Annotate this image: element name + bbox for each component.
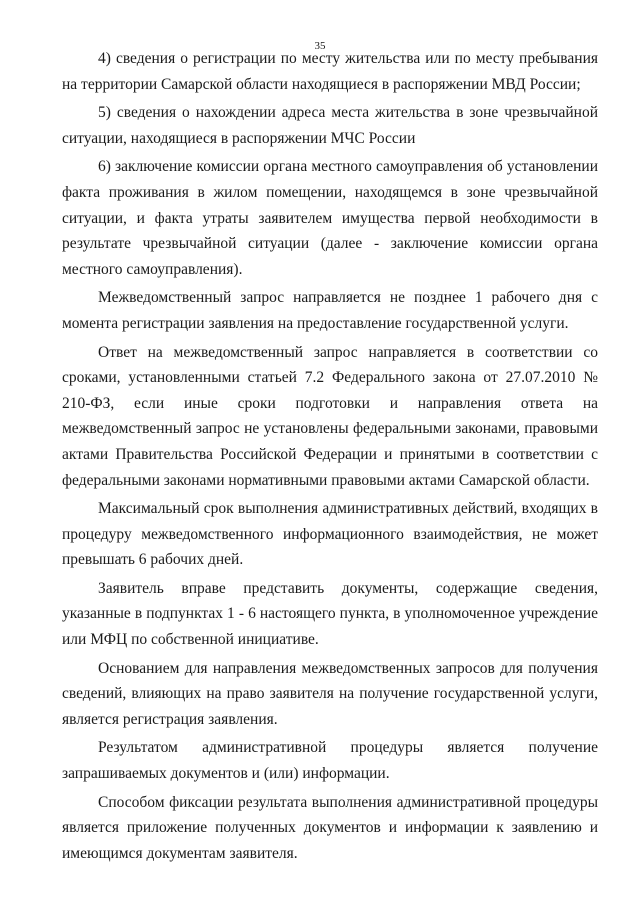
paragraph-item-4-registration: 4) сведения о регистрации по месту жительства или по месту пребывания на территории Самарской области находящиеся в распоряжении МВД России;: [62, 50, 598, 93]
paragraph-fixation-method: Способом фиксации результата выполнения административной процедуры является приложение полученных документов и информации к заявлению и имеющимся документам заявителя.: [62, 793, 598, 862]
document-body: [62, 46, 598, 869]
page-number: 35: [314, 40, 326, 52]
paragraph-max-duration: Максимальный срок выполнения административных действий, входящих в процедуру межведомственного информационного взаимодействия, не может превышать 6 рабочих дней.: [62, 500, 598, 569]
paragraph-item-5-emergency-zone: 5) сведения о нахождении адреса места жительства в зоне чрезвычайной ситуации, находящиеся в распоряжении МЧС России: [62, 104, 598, 147]
paragraph-response-terms: Ответ на межведомственный запрос направляется в соответствии со сроками, установленными статьей 7.2 Федерального закона от 27.07.2010 № 210-ФЗ, если иные сроки подготовки и направления ответа на межведомственный запрос не установлены федеральными законами, правовыми актами Правительства Российской Федерации и принятыми в соответствии с федеральными законами нормативными правовыми актами Самарской области.: [62, 343, 598, 489]
paragraph-basis: Основанием для направления межведомственных запросов для получения сведений, влияющих на право заявителя на получение государственной услуги, является регистрация заявления.: [62, 659, 598, 728]
paragraph-result: Результатом административной процедуры является получение запрашиваемых документов и (или) информации.: [62, 739, 598, 783]
paragraph-request-deadline: Межведомственный запрос направляется не позднее 1 рабочего дня с момента регистрации заявления на предоставление государственной услуги.: [62, 289, 598, 332]
paragraph-item-6-commission-conclusion: 6) заключение комиссии органа местного самоуправления об установлении факта проживания в жилом помещении, находящемся в зоне чрезвычайной ситуации, и факта утраты заявителем имущества первой необходимости в результате чрезвычайной ситуации (далее - заключение комиссии органа местного самоуправления).: [62, 158, 598, 278]
paragraph-applicant-right: Заявитель вправе представить документы, содержащие сведения, указанные в подпунктах 1 - 6 настоящего пункта, в уполномоченное учреждение или МФЦ по собственной инициативе.: [62, 579, 598, 649]
